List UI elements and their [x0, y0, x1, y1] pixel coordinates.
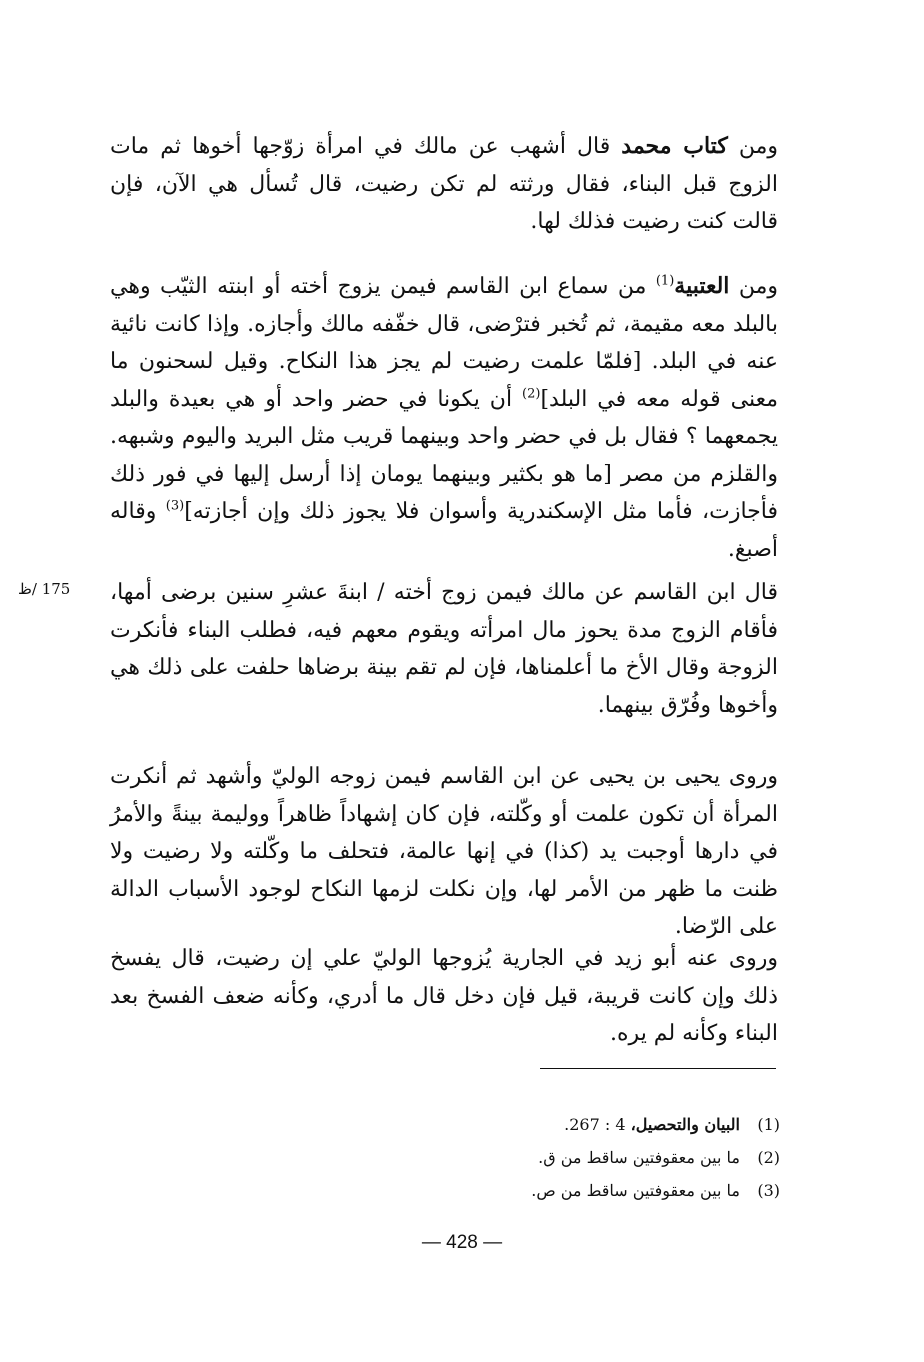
para-2-text-a: من سماع ابن القاسم فيمن يزوج أخته أو ابنته الثيّب وهي بالبلد معه مقيمة، ثم تُخبر فترْضى، قال خفّفه مالك وأجازه. وإذا كانت نائية عنه في البلد. [فلمّا علمت رضيت لم يجز هذا النكاح. وقيل لسحنون ما معنى قوله معه في البلد] — [110, 274, 779, 412]
footnote-source-title: البيان والتحصيل، — [630, 1115, 740, 1134]
footnote-ref-2: (2) — [522, 386, 541, 402]
footnotes — [400, 1108, 780, 1207]
para-2-source-title: العتبية — [674, 273, 730, 299]
paragraph-1 — [110, 128, 778, 241]
footnote-ref-1: (1) — [655, 273, 675, 289]
footnote-3 — [400, 1174, 780, 1207]
para-3-text: قال ابن القاسم عن مالك فيمن زوج أخته / ابنةَ عشرِ سنين برضى أمها، فأقام الزوج مدة يحوز مال امرأته ويقوم معهم فيه، فطلب البناء فأنكرت الزوجة وقال الأخ ما أعلمناها، فإن لم تقم بينة برضاها حلفت على ذلك هي وأخوها وفُرّق بينهما. — [110, 580, 778, 718]
para-1-text: قال أشهب عن مالك في امرأة زوّجها أخوها ثم مات الزوج قبل البناء، فقال ورثته لم تكن رضيت، قال تُسأل هي الآن، فإن قالت كنت رضيت فذلك لها. — [110, 134, 778, 234]
para-5-text: وروى عنه أبو زيد في الجارية يُزوجها الوليّ علي إن رضيت، قال يفسخ ذلك وإن كانت قريبة، قيل فإن دخل قال ما أدري، وكأنه ضعف الفسخ بعد البناء وكأنه لم يره. — [110, 946, 778, 1046]
paragraph-3 — [110, 574, 778, 724]
footnote-text: 4 : 267. — [564, 1115, 631, 1134]
footnote-number: (2) — [757, 1148, 780, 1167]
footnote-number: (1) — [757, 1115, 780, 1134]
page-number: — 428 — — [421, 1232, 503, 1253]
footnote-text: ما بين معقوفتين ساقط من ص. — [531, 1181, 740, 1200]
footnote-2 — [400, 1141, 780, 1174]
footnote-ref-3: (3) — [165, 498, 185, 514]
paragraph-2 — [110, 268, 778, 568]
para-2-text-b: أن يكونا في حضر واحد أو هي بعيدة والبلد يجمعهما ؟ فقال بل في حضر واحد وبينهما قريب مثل البريد واليوم وشبهه. والقلزم من مصر [ما هو بكثير وبينهما يومان إذا أرسل إليها في فور ذلك فأجازت، فأما مثل الإسكندرية وأسوان فلا يجوز ذلك وإن أجازته] — [110, 386, 778, 524]
manuscript-folio-note: 175 /ظ — [18, 580, 71, 598]
para-1-source-title: كتاب محمد — [621, 133, 728, 159]
footnote-1 — [400, 1108, 780, 1141]
para-2-lead: ومن — [729, 274, 778, 299]
paragraph-5 — [110, 940, 778, 1053]
para-2-text-c: وقاله أصبغ. — [110, 499, 778, 562]
paragraph-4 — [110, 758, 778, 946]
footnote-divider — [540, 1068, 776, 1069]
para-1-lead: ومن — [727, 134, 779, 159]
para-4-text: وروى يحيى بن يحيى عن ابن القاسم فيمن زوجه الوليّ وأشهد ثم أنكرت المرأة أن تكون علمت أو وكّلته، فإن كان إشهاداً ظاهراً ووليمة بينةً والأمرُ في دارها أوجبت يد (كذا) في إنها عالمة، فتحلف ما وكّلته ولا رضيت ولا ظنت ما ظهر من الأمر لها، وإن نكلت لزمها النكاح لوجود الأسباب الدالة على الرّضا. — [110, 764, 778, 939]
footnote-number: (3) — [757, 1181, 780, 1200]
footnote-text: ما بين معقوفتين ساقط من ق. — [538, 1148, 740, 1167]
